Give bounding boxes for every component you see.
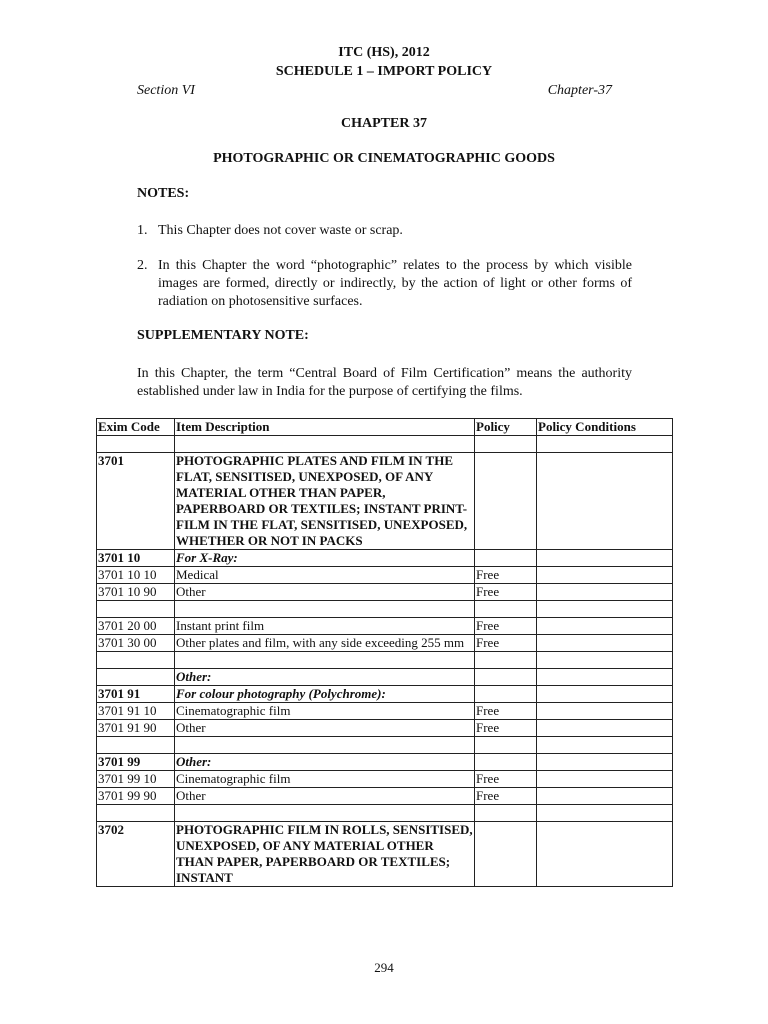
note-number: 1. xyxy=(137,223,148,238)
item-description-cell: Other xyxy=(175,720,475,737)
policy-conditions-cell xyxy=(537,584,673,601)
policy-conditions-cell xyxy=(537,737,673,754)
exim-code-cell: 3701 30 00 xyxy=(97,635,175,652)
exim-code-cell: 3701 xyxy=(97,453,175,550)
item-description-cell xyxy=(175,737,475,754)
item-description-cell: For X-Ray: xyxy=(175,550,475,567)
item-description-cell: For colour photography (Polychrome): xyxy=(175,686,475,703)
policy-cell xyxy=(475,652,537,669)
table-row xyxy=(97,788,673,805)
item-description-cell xyxy=(175,805,475,822)
policy-conditions-cell xyxy=(537,720,673,737)
policy-conditions-cell xyxy=(537,436,673,453)
chapter-subtitle: PHOTOGRAPHIC OR CINEMATOGRAPHIC GOODS xyxy=(213,151,555,166)
table-row xyxy=(97,822,673,887)
document-subtitle: SCHEDULE 1 – IMPORT POLICY xyxy=(275,64,493,79)
exim-code-cell: 3701 99 xyxy=(97,754,175,771)
item-description-cell: Cinematographic film xyxy=(175,771,475,788)
exim-code-cell: 3701 10 xyxy=(97,550,175,567)
table-row xyxy=(97,805,673,822)
policy-conditions-cell xyxy=(537,652,673,669)
policy-conditions-cell xyxy=(537,788,673,805)
policy-cell xyxy=(475,822,537,887)
exim-code-cell xyxy=(97,669,175,686)
exim-code-cell: 3701 99 90 xyxy=(97,788,175,805)
document-title: ITC (HS), 2012 xyxy=(338,45,430,60)
page-number: 294 xyxy=(374,960,394,975)
policy-cell: Free xyxy=(475,720,537,737)
policy-conditions-cell xyxy=(537,601,673,618)
chapter-title: CHAPTER 37 xyxy=(341,116,427,131)
policy-conditions-cell xyxy=(537,686,673,703)
policy-cell: Free xyxy=(475,584,537,601)
table-row xyxy=(97,453,673,550)
table-row xyxy=(97,635,673,652)
import-policy-table xyxy=(96,418,673,887)
policy-cell: Free xyxy=(475,788,537,805)
table-row xyxy=(97,669,673,686)
table-row xyxy=(97,618,673,635)
policy-cell xyxy=(475,737,537,754)
exim-code-cell: 3702 xyxy=(97,822,175,887)
policy-cell: Free xyxy=(475,635,537,652)
policy-conditions-cell xyxy=(537,771,673,788)
table-row xyxy=(97,703,673,720)
table-row xyxy=(97,754,673,771)
item-description-cell xyxy=(175,436,475,453)
item-description-cell: Other plates and film, with any side exceeding 255 mm xyxy=(175,635,475,652)
chapter-label: Chapter-37 xyxy=(547,83,612,98)
table-row xyxy=(97,720,673,737)
exim-code-cell: 3701 91 90 xyxy=(97,720,175,737)
table-row xyxy=(97,686,673,703)
policy-conditions-cell xyxy=(537,567,673,584)
table-row xyxy=(97,567,673,584)
exim-code-cell xyxy=(97,436,175,453)
item-description-cell: Other xyxy=(175,584,475,601)
policy-cell: Free xyxy=(475,703,537,720)
exim-code-cell: 3701 91 10 xyxy=(97,703,175,720)
supplementary-note-heading: SUPPLEMENTARY NOTE: xyxy=(137,328,309,343)
table-row xyxy=(97,652,673,669)
item-description-cell: Medical xyxy=(175,567,475,584)
exim-code-cell: 3701 99 10 xyxy=(97,771,175,788)
policy-cell xyxy=(475,436,537,453)
column-header-policy-conditions: Policy Conditions xyxy=(537,419,673,436)
policy-conditions-cell xyxy=(537,635,673,652)
item-description-cell xyxy=(175,652,475,669)
policy-conditions-cell xyxy=(537,453,673,550)
table-row xyxy=(97,584,673,601)
table-row xyxy=(97,601,673,618)
table-row xyxy=(97,436,673,453)
policy-conditions-cell xyxy=(537,618,673,635)
column-header-policy: Policy xyxy=(475,419,537,436)
policy-conditions-cell xyxy=(537,703,673,720)
policy-cell xyxy=(475,550,537,567)
exim-code-cell: 3701 91 xyxy=(97,686,175,703)
item-description-cell xyxy=(175,601,475,618)
note-text: This Chapter does not cover waste or scrap. xyxy=(158,223,403,238)
policy-conditions-cell xyxy=(537,822,673,887)
policy-cell xyxy=(475,754,537,771)
policy-conditions-cell xyxy=(537,669,673,686)
item-description-cell: Other: xyxy=(175,669,475,686)
item-description-cell: Cinematographic film xyxy=(175,703,475,720)
item-description-cell: Instant print film xyxy=(175,618,475,635)
note-text: In this Chapter the word “photographic” relates to the process by which visible images are formed, directly or indirectly, by the action of light or other forms of radiation on photosensitive surfaces. xyxy=(158,258,632,309)
exim-code-cell xyxy=(97,737,175,754)
column-header-item-description: Item Description xyxy=(175,419,475,436)
policy-conditions-cell xyxy=(537,805,673,822)
note-number: 2. xyxy=(137,258,148,273)
policy-conditions-cell xyxy=(537,754,673,771)
table-row xyxy=(97,771,673,788)
table-row xyxy=(97,550,673,567)
policy-cell xyxy=(475,805,537,822)
policy-cell xyxy=(475,669,537,686)
policy-conditions-cell xyxy=(537,550,673,567)
item-description-cell: Other xyxy=(175,788,475,805)
notes-heading: NOTES: xyxy=(137,186,190,201)
exim-code-cell: 3701 10 10 xyxy=(97,567,175,584)
exim-code-cell xyxy=(97,805,175,822)
note-item xyxy=(137,257,632,311)
exim-code-cell: 3701 20 00 xyxy=(97,618,175,635)
policy-cell xyxy=(475,453,537,550)
policy-cell: Free xyxy=(475,771,537,788)
item-description-cell: PHOTOGRAPHIC FILM IN ROLLS, SENSITISED, UNEXPOSED, OF ANY MATERIAL OTHER THAN PAPER, PAPERBOARD OR TEXTILES; INSTANT xyxy=(176,822,473,885)
exim-code-cell xyxy=(97,652,175,669)
section-label: Section VI xyxy=(137,83,195,98)
policy-cell: Free xyxy=(475,567,537,584)
table-header-row xyxy=(97,419,673,436)
table-row xyxy=(97,737,673,754)
exim-code-cell xyxy=(97,601,175,618)
note-item xyxy=(137,222,632,240)
policy-cell xyxy=(475,686,537,703)
item-description-cell: PHOTOGRAPHIC PLATES AND FILM IN THE FLAT, SENSITISED, UNEXPOSED, OF ANY MATERIAL OTHER THAN PAPER, PAPERBOARD OR TEXTILES; INSTANT PRINT-FILM IN THE FLAT, SENSITISED, UNEXPOSED, WHETHER OR NOT IN PACKS xyxy=(175,453,475,550)
exim-code-cell: 3701 10 90 xyxy=(97,584,175,601)
policy-cell: Free xyxy=(475,618,537,635)
item-description-cell: Other: xyxy=(175,754,475,771)
column-header-exim-code: Exim Code xyxy=(97,419,175,436)
policy-cell xyxy=(475,601,537,618)
supplementary-note-text: In this Chapter, the term “Central Board of Film Certification” means the authority established under law in India for the purpose of certifying the films. xyxy=(137,366,632,399)
